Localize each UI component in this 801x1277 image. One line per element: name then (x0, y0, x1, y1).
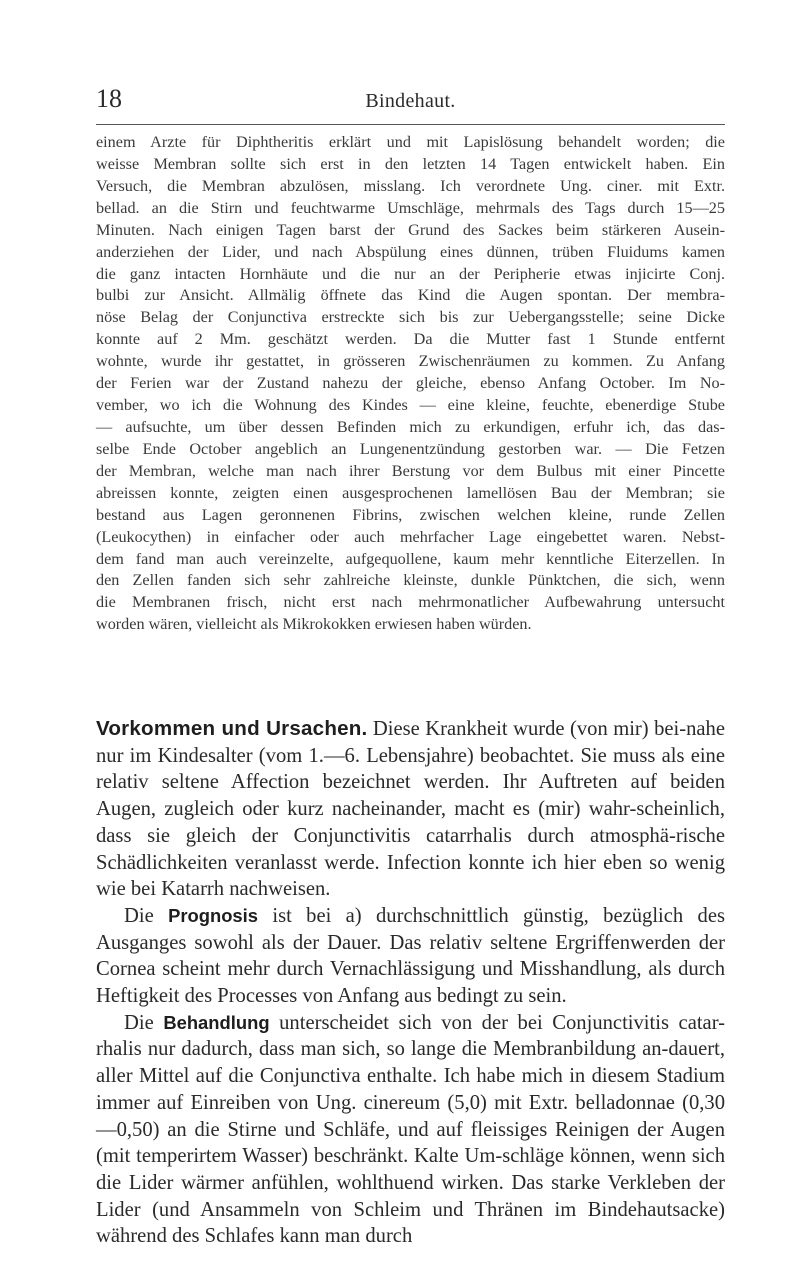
text-line: weisse Membran sollte sich erst in den letzten 14 Tagen entwickelt haben. Ein (96, 154, 725, 173)
case-report-text (96, 132, 725, 636)
text-line: — aufsuchte, um über dessen Befinden mich zu erkundigen, erfuhr ich, das das- (96, 417, 725, 436)
paragraph-behandlung (96, 1010, 725, 1250)
text-line: Minuten. Nach einigen Tagen barst der Grund des Sackes beim stärkeren Ausein- (96, 220, 725, 239)
text-line: die ganz intacten Hornhäute und die nur an der Peripherie etwas injicirte Conj. (96, 264, 725, 283)
text-line: nöse Belag der Conjunctiva erstreckte sich bis zur Uebergangsstelle; seine Dicke (96, 308, 725, 327)
text-line: der Ferien war der Zustand nahezu der gleiche, ebenso Anfang October. Im No- (96, 374, 725, 393)
text-line: einem Arzte für Diphtheritis erklärt und mit Lapislösung behandelt worden; die (96, 133, 725, 151)
text-line: dem fand man auch vereinzelte, aufgequollene, kaum mehr kenntliche Eiterzellen. In (96, 549, 725, 568)
text-line: die Membranen frisch, nicht erst nach mehrmonatlicher Aufbewahrung untersucht (96, 593, 725, 612)
main-text (96, 716, 725, 1250)
text-line: konnte auf 2 Mm. geschätzt werden. Da die Mutter fast 1 Stunde entfernt (96, 330, 725, 349)
section-heading-vorkommen: Vorkommen und Ursachen. (96, 717, 368, 740)
paragraph-text: ist bei a) durchschnittlich günstig, bezüglich des Ausganges sowohl als der Dauer. Das relativ seltene Ergriffenwerden der Cornea scheint mehr durch Vernachlässigung und Misshandlung, als durch Heftigkeit des Processes von Anfang aus bedingt zu sein. (96, 904, 725, 1008)
text-line: selbe Ende October angeblich an Lungenentzündung gestorben war. — Die Fetzen (96, 439, 725, 458)
text-line: worden wären, vielleicht als Mikrokokken erwiesen haben würden. (96, 615, 532, 634)
paragraph-prognosis (96, 903, 725, 1010)
paragraph-text: unterscheidet sich von der bei Conjunctivitis catar-rhalis nur dadurch, dass man sich, so lange die Membranbildung an-dauert, aller Mittel auf die Conjunctiva enthalte. Ich habe mich in diesem Stadium immer auf Einreiben von Ung. cinereum (5,0) mit Extr. belladonnae (0,30—0,50) an die Stirne und Schläfe, und auf fleissiges Reinigen der Augen (mit temperirtem Wasser) beschränkt. Kalte Um-schläge können, wenn sich die Lider wärmer anfühlen, wohlthuend wirken. Das starke Verkleben der Lider (und Ansammeln von Schleim und Thränen im Bindehautsacke) während des Schlafes kann man durch (96, 1011, 725, 1248)
text-line: wohnte, wurde ihr gestattet, in grösseren Zwischenräumen zu kommen. Zu Anfang (96, 352, 725, 371)
running-head: Bindehaut. (365, 90, 456, 112)
text-line: abreissen konnte, zeigten einen ausgesprochenen lamellösen Bau der Membran; sie (96, 483, 725, 502)
text-line: Versuch, die Membran abzulösen, misslang. Ich verordnete Ung. ciner. mit Extr. (96, 176, 725, 195)
page-header (96, 84, 725, 125)
text-line: bulbi zur Ansicht. Allmälig öffnete das Kind die Augen spontan. Der membra- (96, 286, 725, 305)
page-number: 18 (96, 84, 122, 113)
text-line: der Membran, welche man nach ihrer Berstung vor dem Bulbus mit einer Pincette (96, 461, 725, 480)
section-heading-behandlung: Behandlung (163, 1011, 270, 1033)
text-line: (Leukocythen) in einfacher oder auch mehrfacher Lage eingebettet waren. Nebst- (96, 527, 725, 546)
text-line: den Zellen fanden sich sehr zahlreiche kleinste, dunkle Pünktchen, die sich, wenn (96, 571, 725, 590)
paragraph-text: Diese Krankheit wurde (von mir) bei-nahe nur im Kindesalter (vom 1.—6. Lebensjahre) beobachtet. Sie muss als eine relativ seltene Affection bezeichnet werden. Ihr Auftreten auf beiden Augen, zugleich oder kurz nacheinander, macht es (mir) wahr-scheinlich, dass sie gleich der Conjunctivitis catarrhalis durch atmosphä-rische Schädlichkeiten veranlasst werde. Infection konnte ich hier eben so wenig wie bei Katarrh nachweisen. (96, 718, 725, 901)
paragraph-intro: Die (124, 904, 169, 927)
paragraph-intro: Die (124, 1011, 164, 1034)
text-line: anderziehen der Lider, und nach Abspülung eines dünnen, trüben Fluidums kamen (96, 242, 725, 261)
text-line: vember, wo ich die Wohnung des Kindes — eine kleine, feuchte, ebenerdige Stube (96, 396, 725, 415)
text-line: bestand aus Lagen geronnenen Fibrins, zwischen welchen kleine, runde Zellen (96, 505, 725, 524)
text-line: bellad. an die Stirn und feuchtwarme Umschläge, mehrmals des Tags durch 15—25 (96, 198, 725, 217)
section-heading-prognosis: Prognosis (168, 904, 259, 926)
paragraph-vorkommen (96, 716, 725, 903)
